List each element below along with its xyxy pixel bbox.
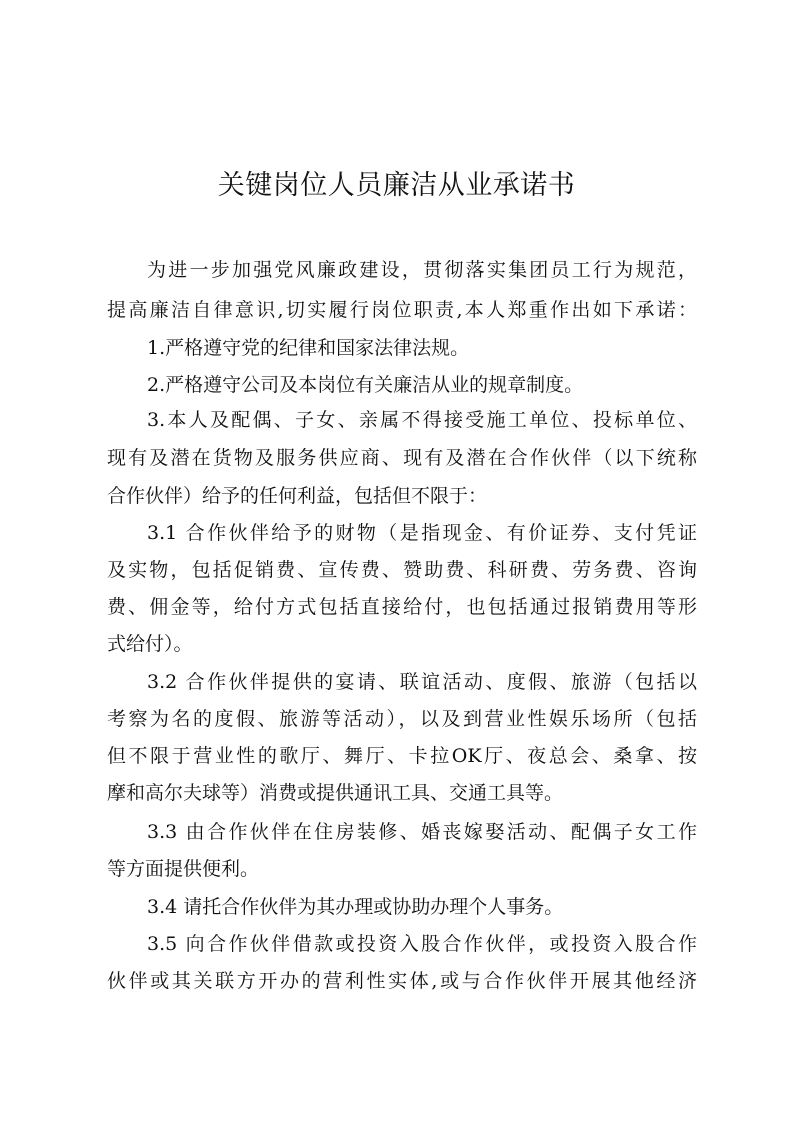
paragraph-line: 式给付）。 xyxy=(107,633,193,655)
paragraph-line: 3.3 由合作伙伴在住房装修、婚丧嫁娶活动、配偶子女工作 xyxy=(147,821,697,843)
paragraph-line: 摩和高尔夫球等）消费或提供通讯工具、交通工具等。 xyxy=(107,782,564,804)
paragraph-line: 3.4 请托合作伙伴为其办理或协助办理个人事务。 xyxy=(147,896,564,918)
paragraph-line: 2.严格遵守公司及本岗位有关廉洁从业的规章制度。 xyxy=(147,374,584,396)
paragraph-line: 考察为名的度假、旅游等活动），以及到营业性娱乐场所（包括 xyxy=(107,708,697,730)
paragraph-line: 但不限于营业性的歌厅、舞厅、卡拉OK厅、夜总会、桑拿、按 xyxy=(107,745,697,767)
paragraph-line: 3.1 合作伙伴给予的财物（是指现金、有价证券、支付凭证 xyxy=(147,522,697,544)
paragraph-line: 3.2 合作伙伴提供的宴请、联谊活动、度假、旅游（包括以 xyxy=(147,671,697,693)
paragraph-line: 为进一步加强党风廉政建设，贯彻落实集团员工行为规范， xyxy=(147,259,697,281)
paragraph-line: 费、佣金等，给付方式包括直接给付，也包括通过报销费用等形 xyxy=(107,596,697,618)
paragraph-line: 合作伙伴）给予的任何利益，包括但不限于： xyxy=(107,485,488,507)
paragraph-line: 及实物，包括促销费、宣传费、赞助费、科研费、劳务费、咨询 xyxy=(107,559,697,581)
paragraph-line: 3.本人及配偶、子女、亲属不得接受施工单位、投标单位、 xyxy=(147,409,697,431)
document-title: 关键岗位人员廉洁从业承诺书 xyxy=(217,170,576,201)
paragraph-line: 伙伴或其关联方开办的营利性实体,或与合作伙伴开展其他经济 xyxy=(107,970,697,992)
paragraph-line: 3.5 向合作伙伴借款或投资入股合作伙伴，或投资入股合作 xyxy=(147,933,697,955)
paragraph-line: 等方面提供便利。 xyxy=(107,858,260,880)
paragraph-line: 提高廉洁自律意识,切实履行岗位职责,本人郑重作出如下承诺： xyxy=(107,299,697,321)
paragraph-line: 现有及潜在货物及服务供应商、现有及潜在合作伙伴（以下统称 xyxy=(107,447,697,469)
paragraph-line: 1.严格遵守党的纪律和国家法律法规。 xyxy=(147,337,470,359)
